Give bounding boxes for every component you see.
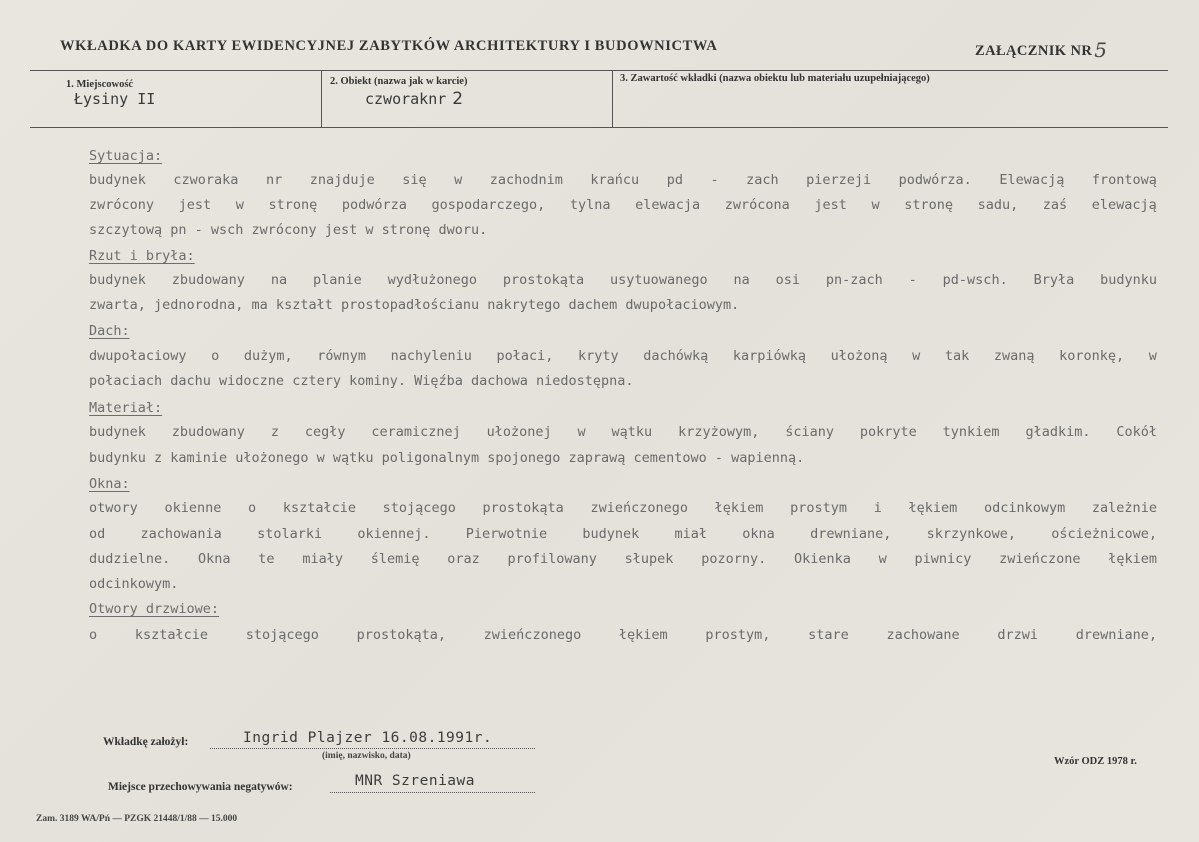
word: okienne <box>164 500 222 516</box>
paragraph-line <box>89 526 1157 542</box>
word: o <box>211 348 220 364</box>
section-heading-roof: Dach: <box>89 323 130 339</box>
object-value <box>365 89 463 109</box>
word: elewacją <box>1091 197 1157 213</box>
word: otwory <box>89 500 138 516</box>
word: w <box>871 197 880 213</box>
word: stojącego <box>245 627 319 643</box>
word: stare <box>808 627 849 643</box>
word: dużym, <box>243 348 293 364</box>
annex-label <box>975 36 1107 60</box>
word: budynek <box>89 272 146 288</box>
word: gładkim. <box>1025 424 1091 440</box>
word: łękiem <box>1108 551 1157 567</box>
word: stronę <box>904 197 953 213</box>
word: zachowane <box>886 627 960 643</box>
word: tak <box>944 348 970 364</box>
word: odcinkowym <box>983 500 1066 516</box>
negatives-value: MNR Szreniawa <box>355 773 475 789</box>
word: się <box>402 172 427 188</box>
word: nr <box>265 172 283 188</box>
paragraph-line <box>89 172 1157 188</box>
word: okna <box>742 526 775 542</box>
word: dudzielne. <box>89 551 171 567</box>
word: profilowany <box>507 551 597 567</box>
word: ślemię <box>370 551 420 567</box>
word: w <box>454 172 463 188</box>
word: Okna <box>198 551 231 567</box>
word: podwórza. <box>898 172 972 188</box>
word: tynkiem <box>942 424 1000 440</box>
word: zwieńczone <box>999 551 1081 567</box>
word: kryty <box>578 348 619 364</box>
word: o <box>89 627 98 643</box>
word: pozorny. <box>701 551 767 567</box>
word: prostokąta <box>482 500 564 516</box>
paragraph-line: szczytową pn - wsch zwrócony jest w stronę dworu. <box>89 222 488 238</box>
word: zależnie <box>1091 500 1157 516</box>
word: zachowania <box>140 526 222 542</box>
word: od <box>89 526 106 542</box>
word: planie <box>312 272 362 288</box>
word: z <box>270 424 279 440</box>
paragraph-line: zwarta, jednorodna, ma kształt prostopadłościanu nakrytego dachem dwupołaciowym. <box>89 297 740 313</box>
word: Elewacją <box>999 172 1065 188</box>
word: zbudowany <box>171 272 245 288</box>
word: czworaka <box>173 172 239 188</box>
word: skrzynkowe, <box>926 526 1017 542</box>
word: koronkę, <box>1059 348 1125 364</box>
word: ościeżnicowe, <box>1051 526 1157 542</box>
word: w <box>577 424 586 440</box>
word: pd-wsch. <box>942 272 1008 288</box>
word: budynek <box>582 526 640 542</box>
word: osi <box>775 272 800 288</box>
word: zwieńczonego <box>590 500 688 516</box>
section-heading-situation: Sytuacja: <box>89 148 163 164</box>
paragraph-line <box>89 627 1157 643</box>
founder-value: Ingrid Plajzer 16.08.1991r. <box>243 730 493 746</box>
word: jest <box>814 197 847 213</box>
form-box-top-border <box>30 70 1168 71</box>
object-number: 2 <box>452 89 464 109</box>
word: - <box>710 172 719 188</box>
word: ułożonej <box>486 424 552 440</box>
negatives-label: Miejsce przechowywania negatywów: <box>108 781 293 793</box>
word: drewniane, <box>810 526 892 542</box>
word: wydłużonego <box>387 272 478 288</box>
word: pd <box>666 172 683 188</box>
word: te <box>258 551 275 567</box>
word: Pierwotnie <box>465 526 548 542</box>
word: Cokół <box>1116 424 1157 440</box>
object-label: 2. Obiekt (nazwa jak w karcie) <box>330 76 468 87</box>
paragraph-line: budynku z kaminie ułożonego w wątku poligonalnym spojonego zaprawą cementowo - wapienną. <box>89 450 805 466</box>
word: prostokąta, <box>356 627 446 643</box>
location-value: Łysiny II <box>74 90 156 108</box>
form-box-divider-2 <box>612 70 613 128</box>
word: prostym, <box>705 627 771 643</box>
annex-number: 5 <box>1094 38 1108 62</box>
content-label: 3. Zawartość wkładki (nazwa obiektu lub materiału uzupełniającego) <box>620 73 930 84</box>
paragraph-line <box>89 551 1157 567</box>
word: nachyleniu <box>390 348 472 364</box>
word: kształcie <box>282 500 356 516</box>
word: piwnicy <box>914 551 972 567</box>
word: budynek <box>89 424 146 440</box>
section-heading-material: Materiał: <box>89 400 163 416</box>
word: dachówką <box>643 348 709 364</box>
form-model: Wzór ODZ 1978 r. <box>1054 756 1137 767</box>
word: miał <box>674 526 708 542</box>
word: równym <box>317 348 367 364</box>
word: ułożoną <box>830 348 888 364</box>
word: krzyżowym, <box>678 424 760 440</box>
word: miały <box>302 551 343 567</box>
paragraph-line <box>89 500 1157 516</box>
location-label: 1. Miejscowość <box>66 79 134 90</box>
word: wątku <box>611 424 653 440</box>
section-heading-doors: Otwory drzwiowe: <box>89 601 220 617</box>
word: okiennej. <box>357 526 431 542</box>
word: cegły <box>304 424 346 440</box>
paragraph-line <box>89 272 1157 288</box>
paragraph-line: odcinkowym. <box>89 576 179 592</box>
word: w <box>235 197 244 213</box>
object-value-text: czworaknr <box>365 90 447 108</box>
founder-label: Wkładkę założył: <box>103 736 189 748</box>
word: w <box>1148 348 1157 364</box>
word: zaś <box>1042 197 1068 213</box>
word: łękiem <box>908 500 958 516</box>
word: zbudowany <box>171 424 245 440</box>
word: połaci, <box>496 348 554 364</box>
form-box-bottom-border <box>30 127 1168 128</box>
word: kształcie <box>134 627 208 643</box>
print-code: Zam. 3189 WA/Pń — PZGK 21448/1/88 — 15.000 <box>36 814 238 824</box>
word: łękiem <box>714 500 764 516</box>
word: karpiówką <box>732 348 807 364</box>
word: pn-zach <box>825 272 883 288</box>
word: zach <box>746 172 779 188</box>
word: o <box>248 500 257 516</box>
word: stronę <box>268 197 318 213</box>
paragraph-line <box>89 424 1157 440</box>
word: - <box>908 272 917 288</box>
form-title: WKŁADKA DO KARTY EWIDENCYJNEJ ZABYTKÓW ARCHITEKTURY I BUDOWNICTWA <box>60 38 718 54</box>
word: zwaną <box>993 348 1035 364</box>
word: zwrócony <box>89 197 155 213</box>
word: zachodnim <box>489 172 563 188</box>
word: pierzeji <box>806 172 872 188</box>
section-heading-windows: Okna: <box>89 476 130 492</box>
word: ściany <box>785 424 834 440</box>
word: gospodarczego, <box>431 197 546 213</box>
word: budynek <box>89 172 146 188</box>
word: łękiem <box>618 627 668 643</box>
word: sadu, <box>977 197 1019 213</box>
word: zwrócona <box>724 197 790 213</box>
word: tylna <box>569 197 611 213</box>
word: krańcu <box>590 172 640 188</box>
word: budynku <box>1100 272 1157 288</box>
word: oraz <box>447 551 480 567</box>
founder-note: (imię, nazwisko, data) <box>322 751 411 761</box>
word: prostym <box>790 500 848 516</box>
paragraph-line <box>89 348 1157 364</box>
word: jest <box>178 197 212 213</box>
word: usytuowanego <box>610 272 708 288</box>
paragraph-line: połaciach dachu widoczne cztery kominy. Więźba dachowa niedostępna. <box>89 373 634 389</box>
paragraph-line <box>89 197 1157 213</box>
word: na <box>733 272 750 288</box>
word: drewniane, <box>1075 627 1157 643</box>
word: podwórza <box>341 197 407 213</box>
word: słupek <box>624 551 674 567</box>
word: stojącego <box>382 500 456 516</box>
word: ceramicznej <box>371 424 461 440</box>
word: zwieńczonego <box>483 627 582 643</box>
word: stolarki <box>257 526 323 542</box>
word: elewacja <box>635 197 701 213</box>
word: dwupołaciowy <box>89 348 187 364</box>
negatives-dotted-line <box>330 792 535 793</box>
word: w <box>912 348 921 364</box>
word: frontową <box>1091 172 1157 188</box>
form-box-divider-1 <box>321 70 322 128</box>
word: pokryte <box>859 424 917 440</box>
section-heading-plan: Rzut i bryła: <box>89 248 195 264</box>
word: drzwi <box>997 627 1038 643</box>
word: na <box>270 272 288 288</box>
word: w <box>878 551 887 567</box>
word: prostokąta <box>502 272 585 288</box>
word: znajduje <box>309 172 375 188</box>
word: Bryła <box>1033 272 1075 288</box>
annex-label-text: ZAŁĄCZNIK NR <box>975 43 1093 59</box>
founder-dotted-line <box>210 748 535 749</box>
word: Okienka <box>793 551 851 567</box>
word: i <box>873 500 882 516</box>
